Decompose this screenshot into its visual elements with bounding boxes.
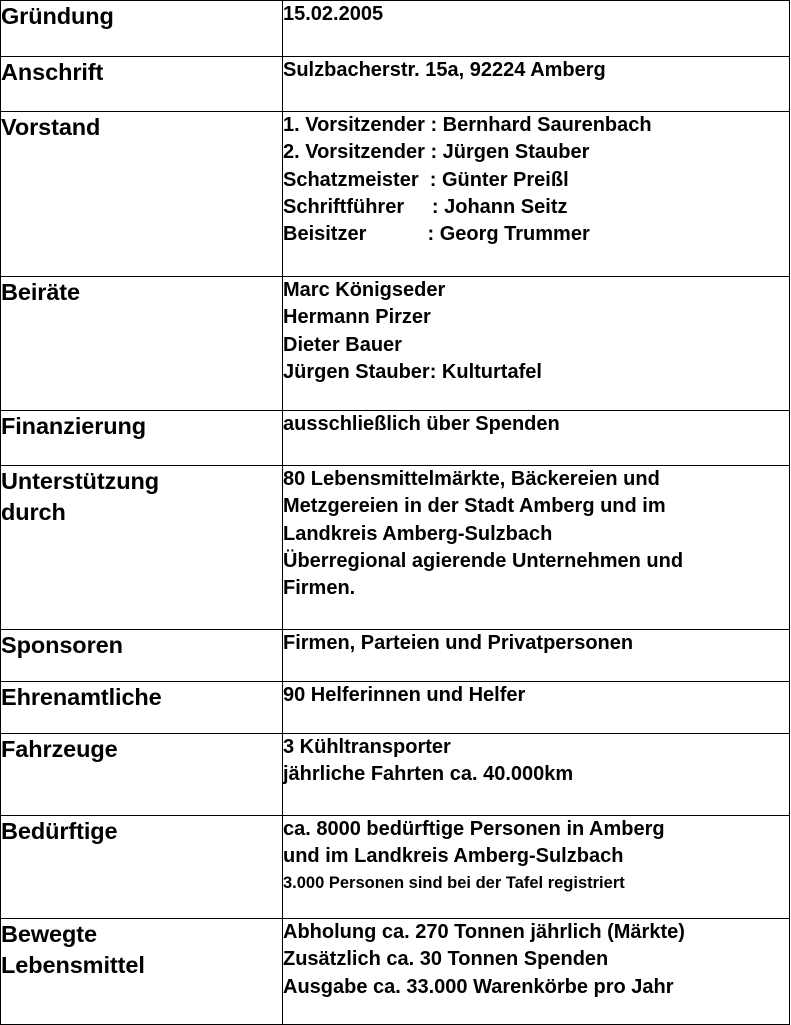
row-label: Fahrzeuge [1, 736, 118, 762]
row-value-line: Marc Königseder [283, 279, 446, 301]
row-label-cell [1, 816, 283, 919]
row-label: Lebensmittel [1, 952, 145, 978]
row-value-line: Schatzmeister : Günter Preißl [283, 168, 569, 191]
row-value-line: Dieter Bauer [283, 333, 402, 356]
row-label: Finanzierung [1, 413, 147, 439]
row-label-cell [1, 919, 283, 1025]
row-value-line: 80 Lebensmittelmärkte, Bäckereien und [283, 468, 660, 490]
row-value-line: 3 Kühltransporter [283, 736, 451, 758]
row-label: Vorstand [1, 114, 101, 140]
row-value-line: Jürgen Stauber: Kulturtafel [283, 360, 542, 383]
row-label-cell [1, 466, 283, 630]
row-value-cell [283, 919, 790, 1025]
row-value-line: Firmen, Parteien und Privatpersonen [283, 632, 634, 654]
row-value-line: ca. 8000 bedürftige Personen in Amberg [283, 818, 665, 840]
row-label: Gründung [1, 3, 114, 29]
table-row [1, 57, 790, 112]
table-row [1, 630, 790, 682]
row-value-line: Hermann Pirzer [283, 306, 431, 329]
row-value-line: ausschließlich über Spenden [283, 413, 560, 435]
row-value-line: 2. Vorsitzender : Jürgen Stauber [283, 141, 590, 164]
row-label-cell [1, 682, 283, 734]
row-label: Unterstützung [1, 468, 159, 494]
row-value-line: 1. Vorsitzender : Bernhard Saurenbach [283, 114, 652, 136]
row-value-line: Beisitzer : Georg Trummer [283, 223, 590, 246]
row-value-line: Metzgereien in der Stadt Amberg und im [283, 495, 666, 518]
row-label-cell [1, 57, 283, 112]
row-value-line: 3.000 Personen sind bei der Tafel registriert [283, 873, 625, 892]
row-label: Bewegte [1, 921, 97, 947]
row-value-cell [283, 630, 790, 682]
row-label-cell [1, 1, 283, 57]
table-row [1, 734, 790, 816]
row-value-cell [283, 466, 790, 630]
row-value-line: 15.02.2005 [283, 3, 384, 25]
table-row [1, 411, 790, 466]
row-label: Bedürftige [1, 818, 118, 844]
table-row [1, 919, 790, 1025]
row-value-cell [283, 57, 790, 112]
row-value-cell [283, 1, 790, 57]
table-row [1, 682, 790, 734]
row-label: Ehrenamtliche [1, 684, 162, 710]
row-value-line: Landkreis Amberg-Sulzbach [283, 522, 553, 545]
row-value-line: Abholung ca. 270 Tonnen jährlich (Märkte) [283, 921, 685, 943]
row-value-line: und im Landkreis Amberg-Sulzbach [283, 845, 624, 868]
table-row [1, 466, 790, 630]
row-value-cell [283, 411, 790, 466]
row-value-line: Überregional agierende Unternehmen und [283, 549, 684, 572]
row-label: durch [1, 499, 66, 525]
row-value-cell [283, 682, 790, 734]
table-row [1, 277, 790, 411]
row-value-cell [283, 112, 790, 277]
row-value-cell [283, 277, 790, 411]
row-value-cell [283, 816, 790, 919]
row-label-cell [1, 630, 283, 682]
row-value-line: jährliche Fahrten ca. 40.000km [283, 763, 574, 786]
info-table-body [1, 1, 790, 1025]
row-label: Beiräte [1, 279, 80, 305]
row-label-cell [1, 411, 283, 466]
table-row [1, 816, 790, 919]
row-value-line: Schriftführer : Johann Seitz [283, 195, 568, 218]
row-label: Sponsoren [1, 632, 123, 658]
row-value-line: Ausgabe ca. 33.000 Warenkörbe pro Jahr [283, 975, 674, 998]
row-value-line: Zusätzlich ca. 30 Tonnen Spenden [283, 948, 609, 971]
row-label-cell [1, 734, 283, 816]
row-label: Anschrift [1, 59, 104, 85]
row-value-line: Sulzbacherstr. 15a, 92224 Amberg [283, 59, 606, 81]
table-row [1, 1, 790, 57]
row-label-cell [1, 277, 283, 411]
row-value-cell [283, 734, 790, 816]
table-row [1, 112, 790, 277]
row-label-cell [1, 112, 283, 277]
row-value-line: Firmen. [283, 577, 356, 600]
row-value-line: 90 Helferinnen und Helfer [283, 684, 526, 706]
